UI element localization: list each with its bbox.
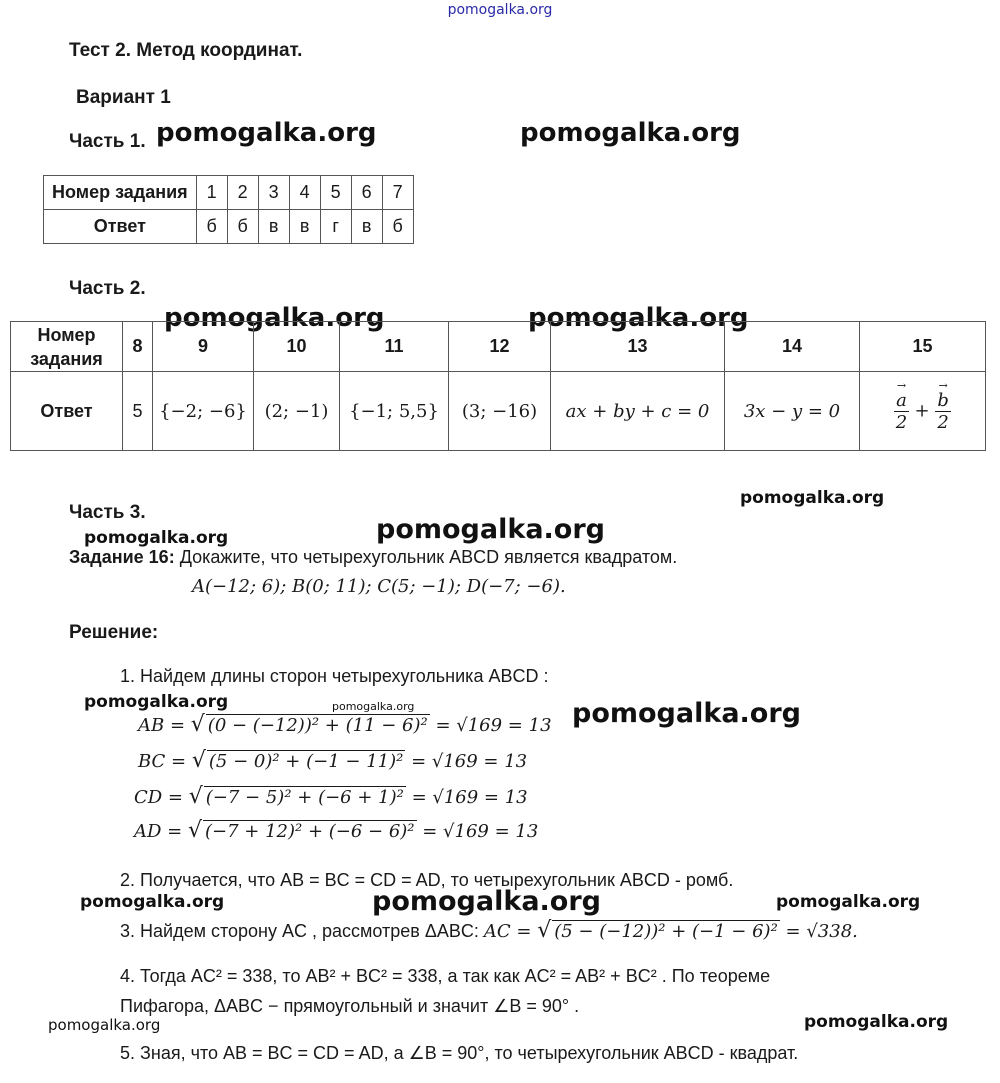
table-cell: 7 bbox=[382, 176, 413, 210]
table-cell: (2; −1) bbox=[254, 372, 340, 451]
part3-heading: Часть 3. bbox=[69, 502, 146, 523]
table-header-cell: Ответ bbox=[11, 372, 123, 451]
solution-step-4-line-1: 4. Тогда AC² = 338, то AB² + BC² = 338, а так как AC² = AB² + BC² . По теореме bbox=[120, 966, 771, 986]
step3-text: 3. Найдем сторону AC , рассмотрев ΔABC: bbox=[120, 921, 479, 941]
equation-cd: CD = √ (−7 − 5)² + (−6 + 1)² = √169 = 13 bbox=[134, 784, 528, 809]
vector-sum-cell bbox=[860, 372, 986, 451]
page-title: Тест 2. Метод координат. bbox=[69, 40, 303, 61]
watermark: pomogalka.org bbox=[332, 700, 415, 713]
watermark: pomogalka.org bbox=[520, 118, 741, 148]
table-cell: 1 bbox=[196, 176, 227, 210]
table-row bbox=[11, 322, 986, 372]
part1-heading: Часть 1. bbox=[69, 131, 146, 152]
watermark: pomogalka.org bbox=[80, 892, 225, 912]
table-cell: 13 bbox=[551, 322, 725, 372]
equation-lhs: AC = bbox=[483, 921, 538, 942]
table-header-cell: Номер задания bbox=[11, 322, 123, 372]
equation-bc: BC = √ (5 − 0)² + (−1 − 11)² = √169 = 13 bbox=[138, 748, 528, 773]
equation-ad: AD = √ (−7 + 12)² + (−6 − 6)² = √169 = 13 bbox=[134, 818, 539, 843]
table-row bbox=[11, 372, 986, 451]
equation-ab: AB = √ (0 − (−12))² + (11 − 6)² = √169 = 13 bbox=[138, 712, 552, 737]
table-cell: 3 bbox=[258, 176, 289, 210]
task-points: A(−12; 6); B(0; 11); C(5; −1); D(−7; −6). bbox=[192, 576, 566, 597]
fraction-a bbox=[894, 390, 909, 433]
equation-lhs: BC = bbox=[138, 751, 192, 772]
table-row bbox=[44, 176, 414, 210]
fraction-b bbox=[935, 390, 951, 433]
watermark: pomogalka.org bbox=[164, 303, 385, 333]
variant-title: Вариант 1 bbox=[76, 87, 171, 108]
solution-step-3: 3. Найдем сторону AC , рассмотрев ΔABC: AC = √ (5 − (−12))² + (−1 − 6)² = √338. bbox=[120, 918, 858, 943]
equation-lhs: CD = bbox=[134, 787, 189, 808]
table-cell: 12 bbox=[449, 322, 551, 372]
table-cell: 15 bbox=[860, 322, 986, 372]
watermark-top[interactable]: pomogalka.org bbox=[447, 2, 553, 18]
equation-lhs: AB = bbox=[138, 715, 191, 736]
table-cell: б bbox=[227, 210, 258, 244]
vector-b: → b bbox=[935, 390, 951, 412]
part1-answer-table bbox=[43, 175, 414, 244]
table-cell: (3; −16) bbox=[449, 372, 551, 451]
table-cell: в bbox=[351, 210, 382, 244]
solution-step-1: 1. Найдем длины сторон четырехугольника ABCD : bbox=[120, 666, 549, 686]
table-cell: г bbox=[320, 210, 351, 244]
table-header-cell: Ответ bbox=[44, 210, 197, 244]
watermark: pomogalka.org bbox=[372, 886, 601, 917]
watermark: pomogalka.org bbox=[84, 692, 229, 712]
table-cell: 6 bbox=[351, 176, 382, 210]
radicand: (−7 + 12)² + (−6 − 6)² bbox=[205, 821, 415, 842]
table-cell: 5 bbox=[320, 176, 351, 210]
watermark: pomogalka.org bbox=[740, 488, 885, 508]
watermark: pomogalka.org bbox=[776, 892, 921, 912]
solution-step-5: 5. Зная, что AB = BC = CD = AD, а ∠B = 90°, то четырехугольник ABCD - квадрат. bbox=[120, 1043, 799, 1063]
watermark: pomogalka.org bbox=[376, 514, 605, 545]
watermark: pomogalka.org bbox=[804, 1012, 949, 1032]
watermark: pomogalka.org bbox=[84, 528, 229, 548]
radicand: (0 − (−12))² + (11 − 6)² bbox=[207, 715, 428, 736]
task-16 bbox=[69, 547, 677, 568]
radicand: (5 − (−12))² + (−1 − 6)² bbox=[554, 921, 778, 942]
equation-rhs: = √169 = 13 bbox=[429, 715, 552, 736]
table-cell: 10 bbox=[254, 322, 340, 372]
equation-rhs: = √169 = 13 bbox=[405, 787, 528, 808]
equation-rhs: = √169 = 13 bbox=[416, 821, 539, 842]
table-cell: б bbox=[382, 210, 413, 244]
table-cell: 8 bbox=[123, 322, 153, 372]
watermark: pomogalka.org bbox=[528, 303, 749, 333]
table-cell: 3x − y = 0 bbox=[725, 372, 860, 451]
denominator: 2 bbox=[937, 411, 949, 433]
table-cell: в bbox=[289, 210, 320, 244]
table-cell: в bbox=[258, 210, 289, 244]
solution-label: Решение: bbox=[69, 622, 159, 643]
watermark: pomogalka.org bbox=[572, 698, 801, 729]
table-cell: 2 bbox=[227, 176, 258, 210]
table-header-cell: Номер задания bbox=[44, 176, 197, 210]
equation-lhs: AD = bbox=[134, 821, 188, 842]
watermark: pomogalka.org bbox=[156, 118, 377, 148]
vector-a: → a bbox=[894, 390, 909, 412]
watermark: pomogalka.org bbox=[48, 1016, 161, 1034]
plus-sign: + bbox=[914, 400, 930, 421]
radicand: (−7 − 5)² + (−6 + 1)² bbox=[205, 787, 404, 808]
radicand: (5 − 0)² + (−1 − 11)² bbox=[208, 751, 404, 772]
table-cell: ax + by + c = 0 bbox=[551, 372, 725, 451]
solution-step-2: 2. Получается, что AB = BC = CD = AD, то четырехугольник ABCD - ромб. bbox=[120, 870, 734, 890]
table-cell: {−2; −6} bbox=[153, 372, 254, 451]
equation-rhs: = √338. bbox=[779, 921, 858, 942]
part2-heading: Часть 2. bbox=[69, 278, 146, 299]
part2-answer-table bbox=[10, 321, 986, 451]
equation-rhs: = √169 = 13 bbox=[405, 751, 528, 772]
table-cell: 5 bbox=[123, 372, 153, 451]
table-cell: 9 bbox=[153, 322, 254, 372]
task-label: Задание 16: bbox=[69, 547, 175, 567]
task-text: Докажите, что четырехугольник ABCD является квадратом. bbox=[179, 547, 678, 567]
denominator: 2 bbox=[895, 411, 908, 433]
table-cell: б bbox=[196, 210, 227, 244]
table-cell: 11 bbox=[340, 322, 449, 372]
table-row bbox=[44, 210, 414, 244]
table-cell: 14 bbox=[725, 322, 860, 372]
solution-step-4-line-2: Пифагора, ΔABC − прямоугольный и значит ∠B = 90° . bbox=[120, 996, 580, 1016]
table-cell: {−1; 5,5} bbox=[340, 372, 449, 451]
table-cell: 4 bbox=[289, 176, 320, 210]
